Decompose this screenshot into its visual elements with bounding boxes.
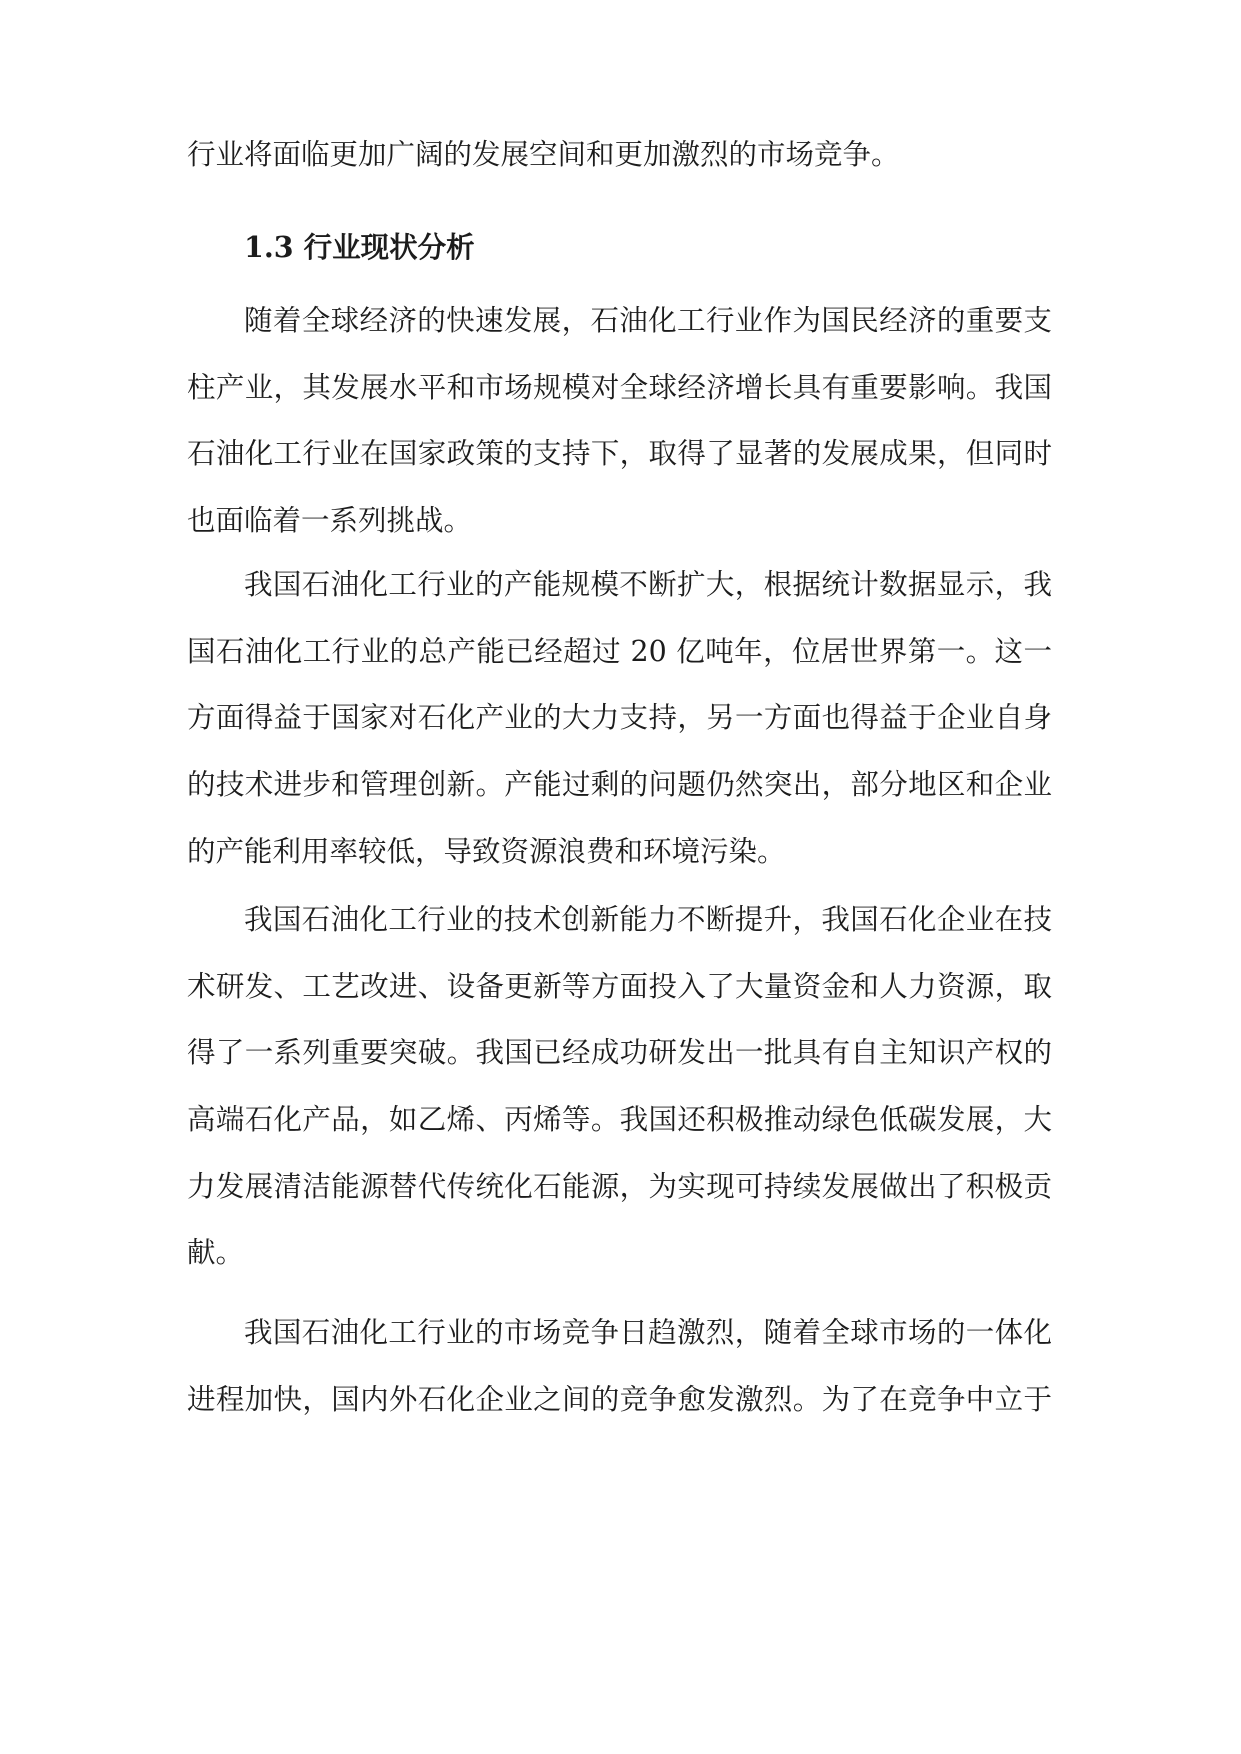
section-heading-line [187,214,1052,281]
text-line: 力发展清洁能源替代传统化石能源，为实现可持续发展做出了积极贡 [187,1169,1052,1203]
paragraph [187,288,1052,555]
paragraph [187,887,1052,1287]
text-line: 石油化工行业在国家政策的支持下，取得了显著的发展成果，但同时 [187,437,1052,471]
text-line: 进程加快，国内外石化企业之间的竞争愈发激烈。为了在竞争中立于 [187,1382,1052,1416]
continuation-paragraph [187,122,1052,189]
text-line: 方面得益于国家对石化产业的大力支持，另一方面也得益于企业自身 [187,701,1052,735]
text-line: 我国石油化工行业的技术创新能力不断提升，我国石化企业在技 [244,903,1052,936]
text-line: 术研发、工艺改进、设备更新等方面投入了大量资金和人力资源，取 [187,969,1052,1003]
text-line: 也面临着一系列挑战。 [187,504,473,538]
section-number: 1.3 [244,230,294,264]
text-line: 高端石化产品，如乙烯、丙烯等。我国还积极推动绿色低碳发展，大 [187,1103,1052,1137]
text-line: 柱产业，其发展水平和市场规模对全球经济增长具有重要影响。我国 [187,370,1052,404]
text-line: 我国石油化工行业的市场竞争日趋激烈，随着全球市场的一体化 [244,1316,1052,1349]
section-title: 行业现状分析 [303,230,475,264]
text-line: 我国石油化工行业的产能规模不断扩大，根据统计数据显示，我 [244,568,1052,601]
text-line: 献。 [187,1236,245,1270]
text-line: 随着全球经济的快速发展，石油化工行业作为国民经济的重要支 [244,304,1052,337]
text-line: 国石油化工行业的总产能已经超过 20 亿吨年，位居世界第一。这一 [187,634,1052,668]
text-line: 的产能利用率较低，导致资源浪费和环境污染。 [187,834,786,868]
text-line: 得了一系列重要突破。我国已经成功研发出一批具有自主知识产权的 [187,1036,1052,1070]
paragraph [187,1300,1052,1433]
text-line: 行业将面临更加广阔的发展空间和更加激烈的市场竞争。 [187,138,900,171]
text-line: 的技术进步和管理创新。产能过剩的问题仍然突出，部分地区和企业 [187,768,1052,802]
paragraph [187,552,1052,885]
section-heading [187,214,1052,281]
